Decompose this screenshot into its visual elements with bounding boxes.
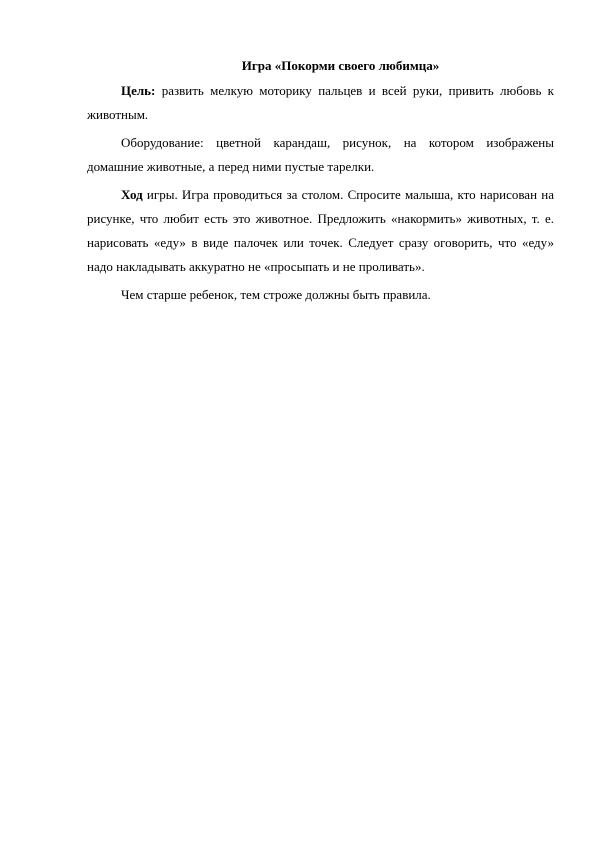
paragraph-equipment xyxy=(87,131,554,179)
paragraph-text: Оборудование: цветной карандаш, рисунок, на котором изображены домашние животные, а перед ними пустые тарелки. xyxy=(87,135,554,174)
paragraph-text: игры. Игра проводиться за столом. Спросите малыша, кто нарисован на рисунке, что любит есть это животное. Предложить «накормить» животных, т. е. нарисовать «еду» в виде палочек или точек. Следует сразу оговорить, что «еду» надо накладывать аккуратно не «просыпать и не проливать». xyxy=(87,187,554,274)
paragraph-lead: Ход xyxy=(121,187,143,202)
document-body xyxy=(87,57,554,311)
paragraph-goal xyxy=(87,79,554,127)
paragraph-text: развить мелкую моторику пальцев и всей руки, привить любовь к животным. xyxy=(87,83,554,122)
paragraph-text: Чем старше ребенок, тем строже должны быть правила. xyxy=(121,287,431,302)
paragraph-game-course xyxy=(87,183,554,279)
paragraph-lead: Цель: xyxy=(121,83,156,98)
paragraph-rules xyxy=(87,283,554,307)
document-title: Игра «Покорми своего любимца» xyxy=(241,58,440,73)
